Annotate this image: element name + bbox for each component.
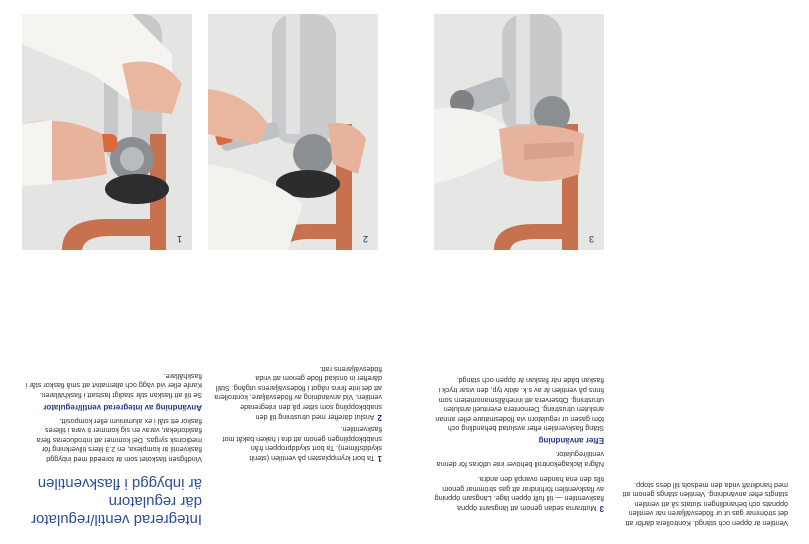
step-3-text: Muttrarna sedan genom att längsamt öppna flaskventilen — till fullt öppen läge. Längsam öppning av flaskventilen förhindrar att gas strömmar genom tills den ena handen ovanpå den andra.	[434, 475, 604, 513]
page-title-line-2-wrap	[22, 474, 202, 492]
step-1-number: 1	[377, 454, 382, 463]
photo-2	[208, 14, 378, 250]
step-2	[212, 364, 382, 422]
photo-2-image	[208, 14, 378, 250]
column-1-text	[22, 300, 202, 528]
column-3-text	[434, 296, 604, 516]
photo-3-image	[434, 14, 604, 250]
column-4-text	[620, 428, 788, 528]
step-2-text: Anslut därefter med utrustning till den snabbkoppling som sitter på den integrerade ventilen. Vid användning av flödesväljare, kontrollera att det inte finns något i flödesväljarens utgång. Ställ därefter in önskad flöde genom att vrida flödesväljarens ratt.	[214, 364, 382, 422]
photo-1	[22, 14, 192, 250]
section-after-heading: Efter användning	[538, 436, 604, 446]
section-after-paragraph: Stäng flaskventilen efter avslutad behandling och töm gasen ur regulatorn via flödesmätare eller annan ansluten utrustning. Demontera eventuell ansluten utrustning. Observera att innehållsmanometern som finns på ventilen är av s.k. aktiv typ, den visar tryck i flaskan både när flaskan är öppen och stängd.	[435, 376, 604, 434]
page-title	[22, 492, 202, 528]
photo-1-image	[22, 14, 192, 250]
step-3-number: 3	[599, 504, 604, 513]
step-1-text: Ta bort krympplasten på ventilen (sterilt skyddsfilmen). Ta bort skyddproppen från snabbkopplingen genom att dra i haken bakåt mot flaskventilen.	[222, 425, 382, 463]
photo-2-number: 2	[362, 234, 368, 244]
section-use-paragraph: Se till att flaskan står stadigt fastsatt i flaskhällaren. Kanfe eller vid vägg och alternativt att små flaskor står i flaskhållare.	[25, 371, 202, 401]
step-3	[434, 475, 604, 513]
page-title-line-1: Integrerad ventil/regulator där regulatorn	[31, 493, 202, 528]
intro-paragraph: Vindfigsen tlaskotet som är toreedd med inbyggd flaskventil är komplexa, en 2.3 liters tillverkning för medicinsk syrgas. Del kommer att introduceras flera flasktorlekar, varav en sig kommer ti vara i tilleres flaskor ett stål i ex aluminium eller kompositt.	[36, 416, 202, 464]
step-1	[212, 425, 382, 463]
leak-check-note: Några läckagekontroll behöver inte utföras för denna ventil/regulator.	[436, 450, 604, 469]
column-4-paragraph: Ventilen är öppen och stängd. Kontrollera därför att det strömmar gas ut ur flödesvälljaren när ventilen öppnats och behandlingen slutats så att ventilen stängts efter användning. Ventilen stängs genom att med handkraft vrida den medsols till dess stopp.	[622, 480, 788, 528]
page-title-line-2: är inbyggd i flaskventilen	[37, 475, 202, 492]
column-2-text	[212, 296, 382, 466]
photo-3-number: 3	[588, 234, 594, 244]
step-2-number: 2	[377, 412, 382, 422]
photo-3	[434, 14, 604, 250]
photo-1-number: 1	[176, 234, 182, 244]
section-use-heading: Användning av integrerad ventil/regulator	[43, 403, 202, 413]
